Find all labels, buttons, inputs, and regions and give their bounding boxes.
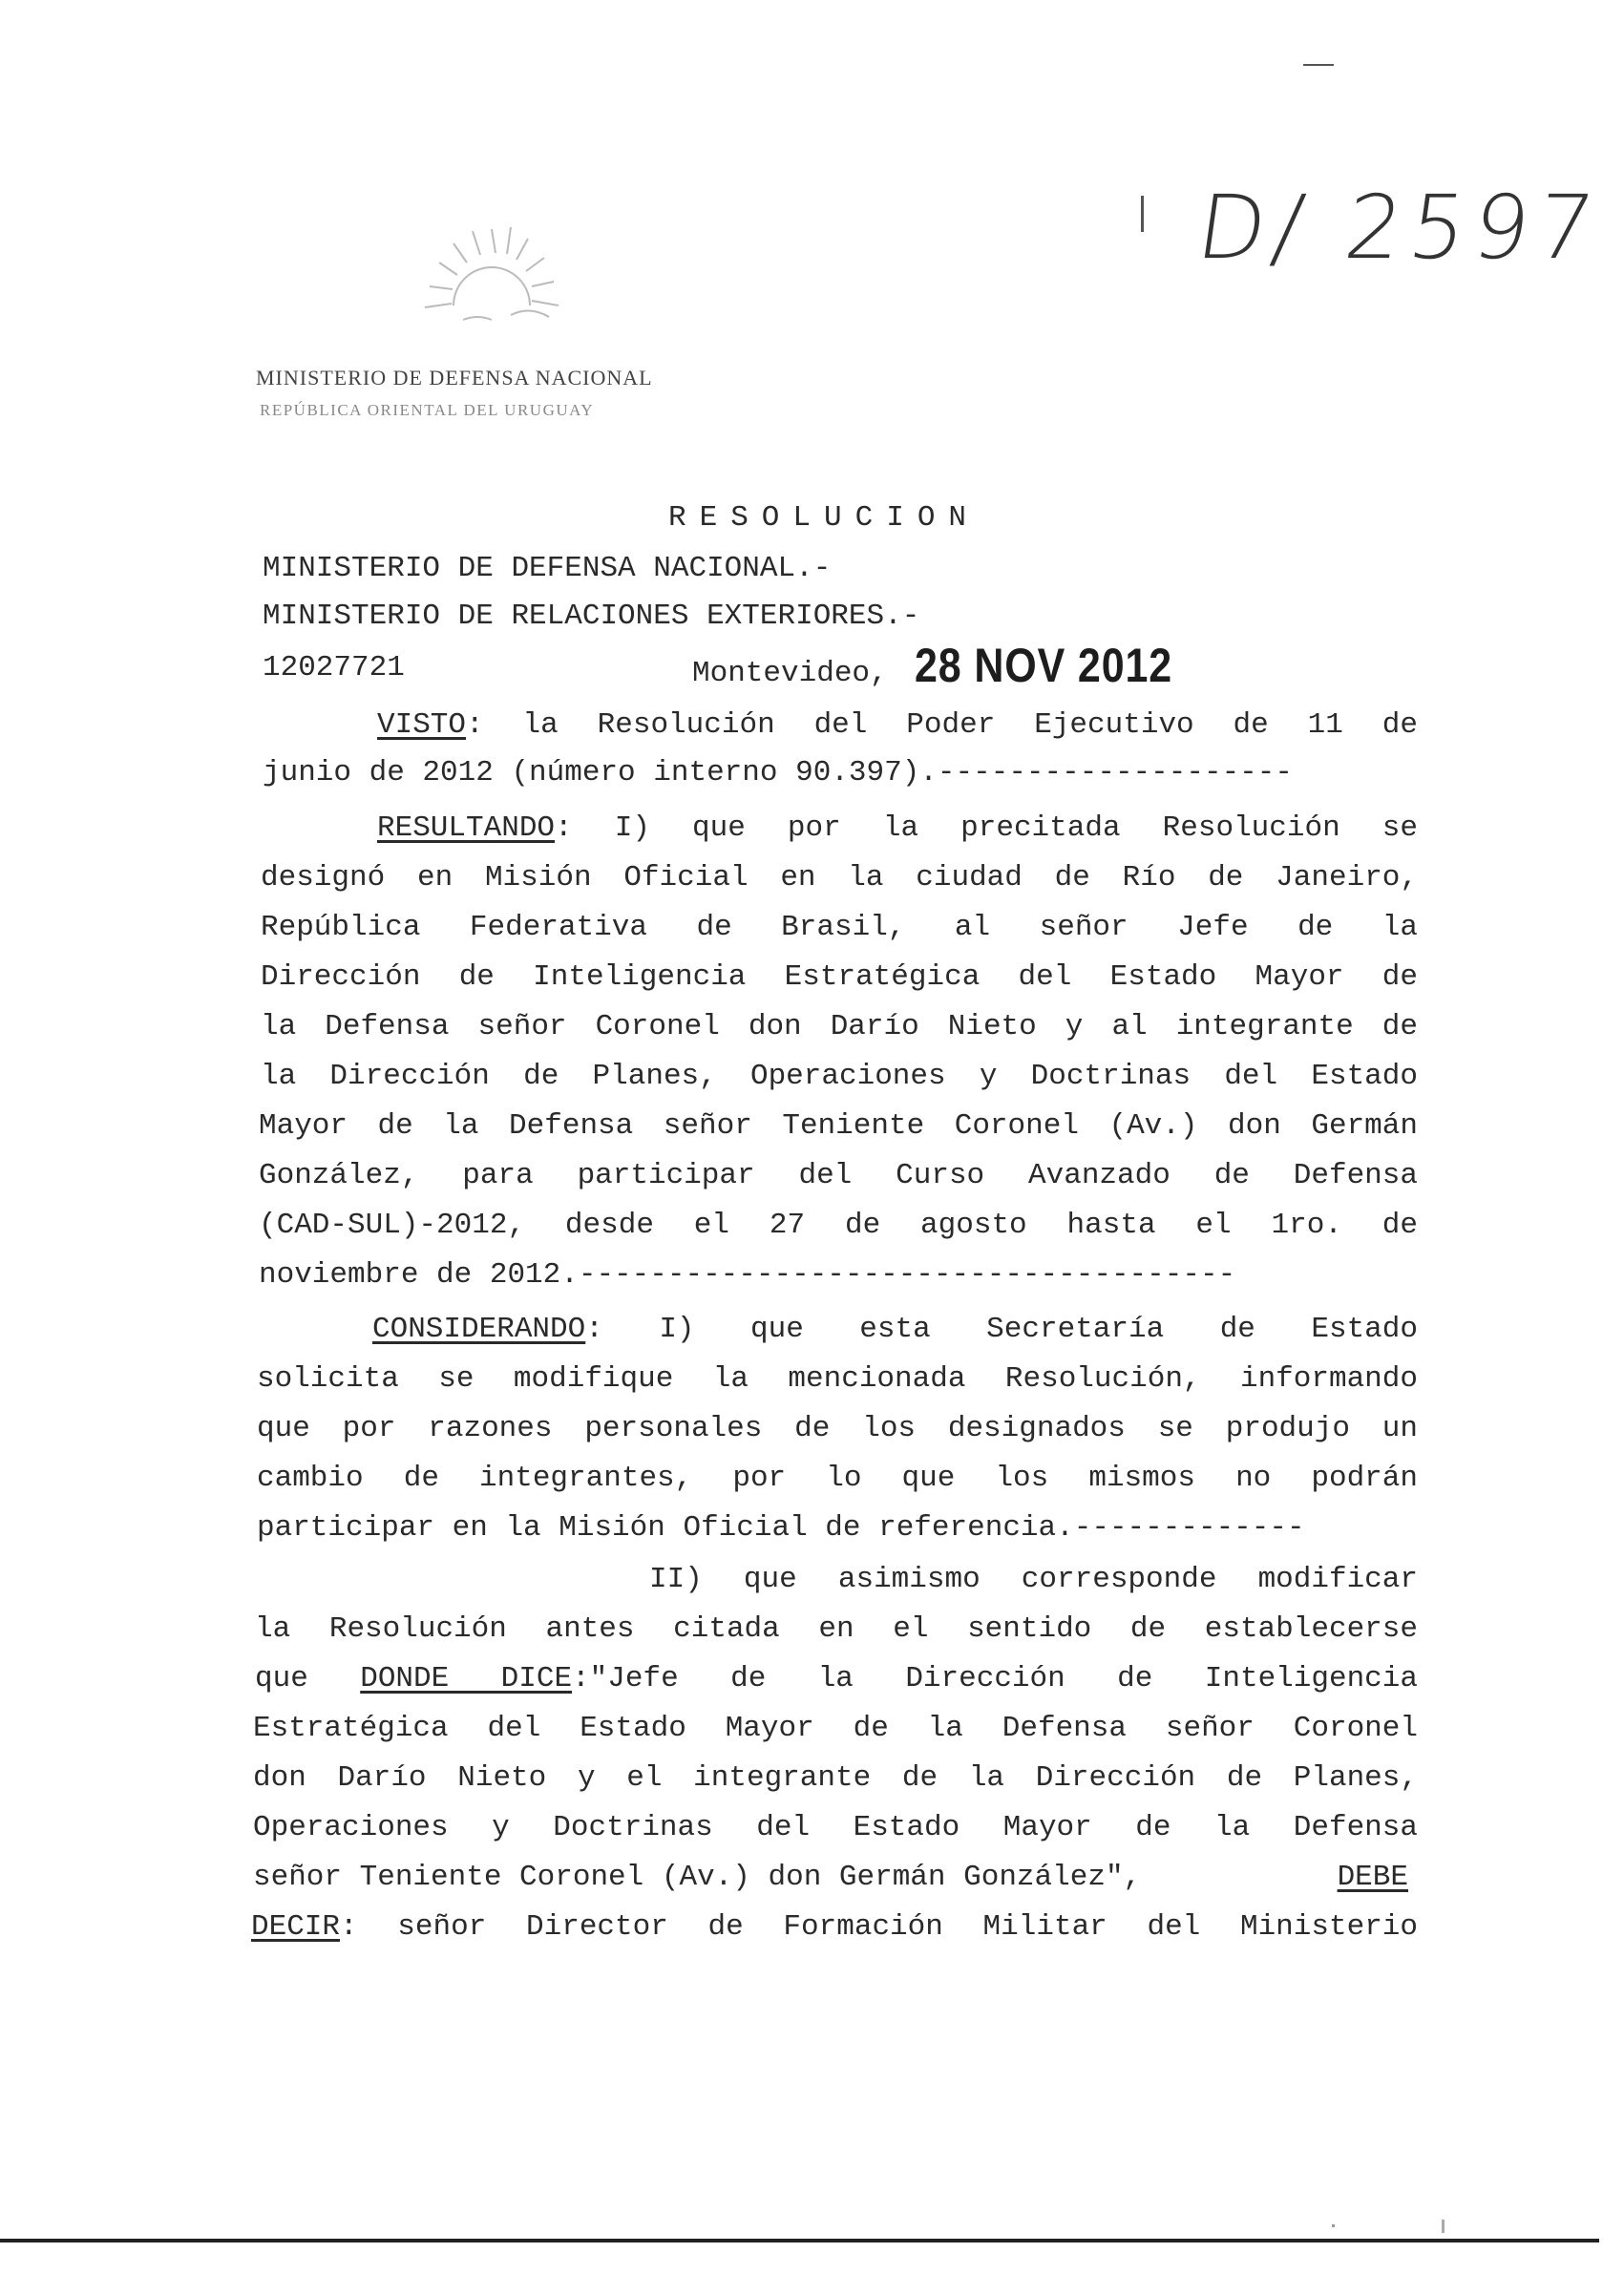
issuer-line-2: MINISTERIO DE RELACIONES EXTERIORES.-: [263, 600, 920, 633]
corner-mark: [1303, 64, 1334, 66]
considerando-line-3: que por razones personales de los designados se produjo un: [257, 1412, 1418, 1445]
considerando-line-6: II) que asimismo corresponde modificar: [649, 1563, 1418, 1596]
date-stamp: 28 NOV 2012: [915, 639, 1173, 692]
considerando-line-7: la Resolución antes citada en el sentido de establecerse: [255, 1612, 1418, 1646]
file-number: 12027721: [263, 651, 405, 684]
resultando-heading: RESULTANDO: [377, 811, 556, 845]
considerando-line-13: DECIR: señor Director de Formación Militar del Ministerio: [251, 1910, 1418, 1944]
resultando-line-6: la Dirección de Planes, Operaciones y Doctrinas del Estado: [261, 1060, 1418, 1093]
considerando-line-12: señor Teniente Coronel (Av.) don Germán González", DEBE: [253, 1861, 1408, 1894]
place-label: Montevideo,: [692, 657, 888, 690]
resultando-line-2: designó en Misión Oficial en la ciudad de Río de Janeiro,: [261, 861, 1418, 895]
stamp-tick: [1141, 196, 1144, 232]
decir-label: DECIR: [251, 1910, 341, 1944]
scan-speck: [1332, 2224, 1335, 2227]
visto-heading: VISTO: [377, 708, 467, 742]
resultando-line-1: RESULTANDO: I) que por la precitada Resolución se: [377, 811, 1418, 845]
considerando-line-4: cambio de integrantes, por lo que los mismos no podrán: [257, 1462, 1418, 1495]
considerando-line-5: participar en la Misión Oficial de referencia.-------------: [257, 1511, 1305, 1545]
ministry-name: MINISTERIO DE DEFENSA NACIONAL: [256, 366, 653, 390]
considerando-line-8: que DONDE DICE:"Jefe de la Dirección de Inteligencia: [255, 1662, 1418, 1695]
donde-dice-label: DONDE DICE: [360, 1662, 573, 1695]
resultando-line-9: (CAD-SUL)-2012, desde el 27 de agosto hasta el 1ro. de: [259, 1209, 1418, 1242]
considerando-heading: CONSIDERANDO: [372, 1313, 586, 1346]
resultando-line-5: la Defensa señor Coronel don Darío Nieto y al integrante de: [261, 1010, 1418, 1043]
debe-label: DEBE: [1337, 1861, 1408, 1894]
resultando-line-7: Mayor de la Defensa señor Teniente Coronel (Av.) don Germán: [259, 1109, 1418, 1143]
considerando-line-2: solicita se modifique la mencionada Resolución, informando: [257, 1362, 1418, 1396]
considerando-line-10: don Darío Nieto y el integrante de la Dirección de Planes,: [253, 1761, 1418, 1795]
issuer-line-1: MINISTERIO DE DEFENSA NACIONAL.-: [263, 552, 832, 585]
bottom-rule: [0, 2239, 1599, 2242]
considerando-line-1: CONSIDERANDO: I) que esta Secretaría de Estado: [372, 1313, 1418, 1346]
scan-speck: [1442, 2220, 1445, 2233]
visto-line-1: VISTO: la Resolución del Poder Ejecutivo de 11 de: [377, 708, 1418, 742]
visto-line-2: junio de 2012 (número interno 90.397).--------------------: [263, 756, 1293, 790]
document-number: D/ 2597: [1191, 177, 1608, 279]
country-name: REPÚBLICA ORIENTAL DEL URUGUAY: [260, 401, 595, 419]
document-title: RESOLUCION: [668, 501, 981, 535]
considerando-line-9: Estratégica del Estado Mayor de la Defensa señor Coronel: [253, 1712, 1418, 1745]
resultando-line-8: González, para participar del Curso Avanzado de Defensa: [259, 1159, 1418, 1192]
resultando-line-4: Dirección de Inteligencia Estratégica del Estado Mayor de: [261, 960, 1418, 994]
resultando-line-3: República Federativa de Brasil, al señor Jefe de la: [261, 911, 1418, 944]
considerando-line-11: Operaciones y Doctrinas del Estado Mayor de la Defensa: [253, 1811, 1418, 1844]
resultando-line-10: noviembre de 2012.-------------------------------------: [259, 1258, 1236, 1292]
uruguay-sun-emblem-icon: [368, 200, 616, 344]
